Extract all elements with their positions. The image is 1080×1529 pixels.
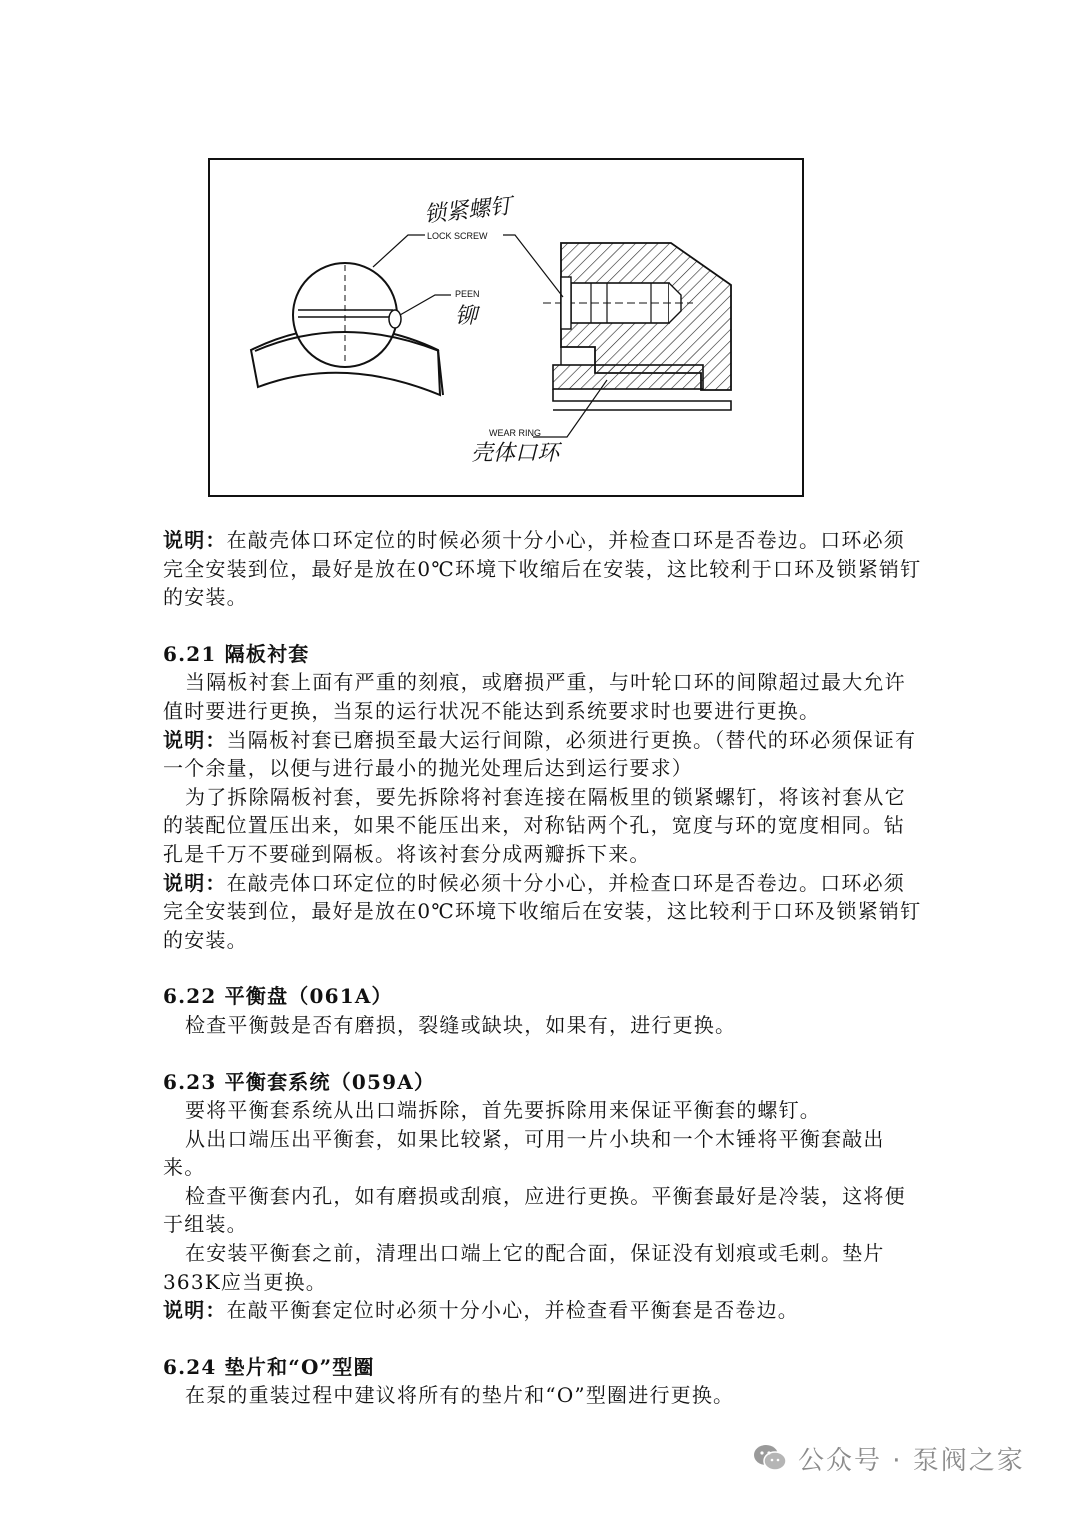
- note-text: 在敲壳体口环定位的时候必须十分小心，并检查口环是否卷边。口环必须完全安装到位，最好是放在0℃环境下收缩后在安装，这比较利于口环及锁紧销钉的安装。: [163, 528, 922, 610]
- paragraph: 从出口端压出平衡套，如果比较紧，可用一片小块和一个木锤将平衡套敲出来。: [163, 1126, 885, 1180]
- note-label: 说明：: [163, 870, 227, 895]
- paragraph: 在安装平衡套之前，清理出口端上它的配合面，保证没有划痕或毛刺。垫片363K应当更换。: [163, 1241, 885, 1294]
- label-peen: PEEN: [455, 289, 480, 299]
- note-text: 在敲壳体口环定位的时候必须十分小心，并检查口环是否卷边。口环必须完全安装到位，最好是放在0℃环境下收缩后在安装，这比较利于口环及锁紧销钉的安装。: [163, 870, 922, 952]
- note-label: 说明：: [163, 528, 227, 552]
- lock-screw-leader: [373, 235, 425, 267]
- paragraph: 要将平衡套系统从出口端拆除，首先要拆除用来保证平衡套的螺钉。: [185, 1098, 821, 1123]
- wechat-icon: [752, 1440, 788, 1476]
- section-title-6-24: 6.24 垫片和“O”型圈: [163, 1354, 375, 1379]
- lock-screw-diagram: [203, 155, 805, 500]
- note-label: 说明：: [163, 727, 227, 752]
- watermark: [752, 1436, 1025, 1480]
- paragraph: 当隔板衬套上面有严重的刻痕，或磨损严重，与叶轮口环的间隙超过最大允许值时要进行更换，当泵的运行状况不能达到系统要求时也要进行更换。: [163, 670, 906, 723]
- handwritten-peen: 铆: [455, 304, 478, 329]
- note-text: 在敲平衡套定位时必须十分小心，并检查看平衡套是否卷边。: [226, 1298, 800, 1323]
- peen-mark: [389, 310, 401, 328]
- note-text: 当隔板衬套已磨损至最大运行间隙，必须进行更换。（替代的环必须保证有一个余量，以便与进行最小的抛光处理后达到运行要求）: [163, 727, 917, 781]
- section-title-6-21: 6.21 隔板衬套: [163, 641, 310, 666]
- paragraph: 检查平衡套内孔，如有磨损或刮痕，应进行更换。平衡套最好是冷装，这将便于组装。: [163, 1183, 906, 1237]
- section-view: [543, 243, 731, 410]
- paragraph: 为了拆除隔板衬套，要先拆除将衬套连接在隔板里的锁紧螺钉，将该衬套从它的装配位置压出来，如果不能压出来，对称钻两个孔，宽度与环的宽度相同。钻孔是千万不要碰到隔板。将该衬套分成两瓣拆下来。: [163, 784, 906, 866]
- note: [163, 726, 923, 783]
- note: [163, 1296, 923, 1325]
- label-lock-screw: LOCK SCREW: [427, 231, 488, 241]
- handwritten-lock-screw: 锁紧螺钉: [423, 193, 514, 228]
- note: [163, 869, 923, 955]
- paragraph: 检查平衡鼓是否有磨损，裂缝或缺块，如果有，进行更换。: [185, 1012, 737, 1037]
- note-1: [163, 526, 923, 612]
- watermark-text: 公众号 · 泵阀之家: [798, 1445, 1025, 1476]
- label-wear-ring: WEAR RING: [489, 428, 542, 438]
- section-title-6-22: 6.22 平衡盘（061A）: [163, 984, 393, 1009]
- section-title-6-23: 6.23 平衡套系统（059A）: [163, 1069, 436, 1094]
- note-label: 说明：: [163, 1298, 227, 1323]
- section-screw-leader: [503, 235, 563, 297]
- peen-leader: [400, 295, 451, 315]
- handwritten-wear-ring: 壳体口环: [471, 441, 560, 466]
- document-body: [163, 526, 923, 1410]
- paragraph: 在泵的重装过程中建议将所有的垫片和“O”型圈进行更换。: [185, 1383, 735, 1408]
